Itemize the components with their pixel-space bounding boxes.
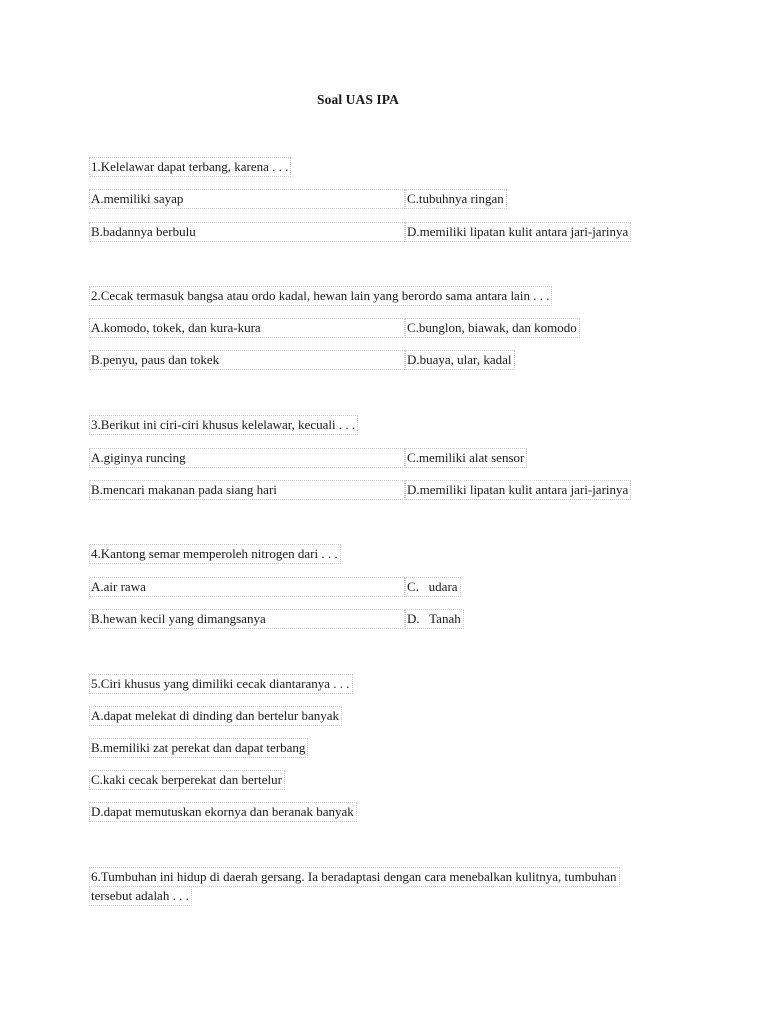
- question-5-option-a: A.dapat melekat di dinding dan bertelur banyak: [89, 706, 342, 726]
- question-text: 6.Tumbuhan ini hidup di daerah gersang. Ia beradaptasi dengan cara menebalkan kulitnya, tumbuhan: [89, 867, 620, 887]
- question-1-option-d: D.memiliki lipatan kulit antara jari-jarinya: [405, 222, 631, 242]
- question-5-option-b: B.memiliki zat perekat dan dapat terbang: [89, 738, 308, 758]
- question-text: 1.Kelelawar dapat terbang, karena . . .: [89, 157, 291, 177]
- question-3-option-b: B.mencari makanan pada siang hari: [89, 480, 405, 500]
- question-2: [89, 286, 552, 306]
- question-6-line-2: tersebut adalah . . .: [89, 886, 192, 906]
- question-5-option-c: C.kaki cecak berperekat dan bertelur: [89, 770, 285, 790]
- question-4-option-d: D. Tanah: [405, 609, 464, 629]
- question-1-option-c: C.tubuhnya ringan: [405, 189, 507, 209]
- question-text: 4.Kantong semar memperoleh nitrogen dari . . .: [89, 544, 341, 564]
- question-2-option-c: C.bunglon, biawak, dan komodo: [405, 318, 580, 338]
- page-title: Soal UAS IPA: [317, 92, 399, 107]
- question-6-line-1: [89, 867, 620, 887]
- question-2-option-b: B.penyu, paus dan tokek: [89, 350, 405, 370]
- question-2-option-d: D.buaya, ular, kadal: [405, 350, 515, 370]
- question-4-option-b: B.hewan kecil yang dimangsanya: [89, 609, 405, 629]
- question-3-option-c: C.memiliki alat sensor: [405, 448, 527, 468]
- question-5-option-d: D.dapat memutuskan ekornya dan beranak banyak: [89, 802, 357, 822]
- question-1-option-a: A.memiliki sayap: [89, 189, 405, 209]
- question-4-option-c: C. udara: [405, 577, 461, 597]
- question-1: [89, 157, 291, 177]
- question-text: 2.Cecak termasuk bangsa atau ordo kadal, hewan lain yang berordo sama antara lain . . .: [89, 286, 552, 306]
- question-1-option-b: B.badannya berbulu: [89, 222, 405, 242]
- question-3-option-d: D.memiliki lipatan kulit antara jari-jarinya: [405, 480, 631, 500]
- question-3: [89, 415, 358, 435]
- question-3-option-a: A.giginya runcing: [89, 448, 405, 468]
- question-4-option-a: A.air rawa: [89, 577, 405, 597]
- question-text: 3.Berikut ini ciri-ciri khusus kelelawar, kecuali . . .: [89, 415, 358, 435]
- question-4: [89, 544, 341, 564]
- question-5: [89, 674, 353, 694]
- question-2-option-a: A.komodo, tokek, dan kura-kura: [89, 318, 405, 338]
- question-text: 5.Ciri khusus yang dimiliki cecak diantaranya . . .: [89, 674, 353, 694]
